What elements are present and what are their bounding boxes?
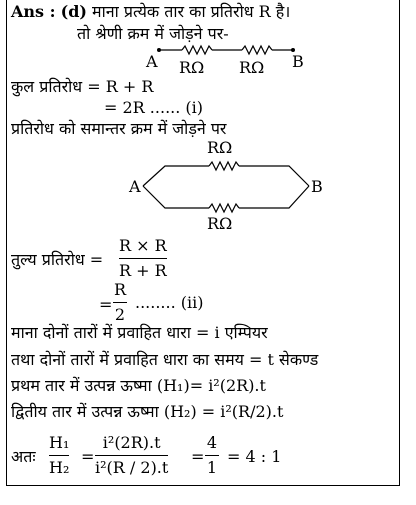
series-resistor-2 — [242, 46, 272, 54]
parallel-r-bottom-label: RΩ — [207, 214, 233, 233]
equivalent-denominator: R + R — [119, 261, 167, 280]
equivalent-eq2-suffix: ........ (ii) — [135, 293, 204, 312]
heat-ratio-denominator: H₂ — [49, 458, 70, 477]
fraction-bar — [95, 455, 168, 456]
total-line-2: = 2R ...... (i) — [104, 98, 204, 117]
half-r-fraction — [113, 280, 127, 325]
heat-ratio-fraction — [49, 433, 69, 478]
heat-expression-numerator: i²(2R).t — [102, 433, 161, 452]
time-line: तथा दोनों तारों में प्रवाहित धारा का समय = t सेकण्ड — [11, 350, 319, 369]
parallel-point-b: B — [311, 177, 323, 196]
current-line: माना दोनों तारों में प्रवाहित धारा = i एम्पियर — [11, 323, 268, 342]
fraction-bar — [113, 302, 127, 303]
parallel-circuit-diagram — [131, 158, 331, 218]
answer-panel — [6, 0, 400, 486]
ratio-result: = 4 : 1 — [227, 447, 282, 466]
parallel-resistor-top — [209, 162, 239, 170]
parallel-branch-bottom — [143, 186, 209, 208]
equivalent-eq2-prefix: = — [99, 295, 113, 314]
fraction-bar — [49, 455, 69, 456]
equivalent-numerator: R × R — [119, 236, 167, 255]
answer-text: माना प्रत्येक तार का प्रतिरोध R है। — [92, 2, 291, 21]
series-heading: तो श्रेणी क्रम में जोड़ने पर- — [77, 24, 229, 43]
ratio-prefix: अतः — [11, 447, 36, 466]
half-r-denominator: 2 — [114, 305, 126, 324]
parallel-branch-top — [143, 166, 209, 186]
fraction-bar — [205, 455, 219, 456]
parallel-heading: प्रतिरोध को समान्तर क्रम में जोड़ने पर — [11, 119, 227, 138]
numeric-ratio-numerator: 4 — [206, 433, 218, 452]
equivalent-label: तुल्य प्रतिरोध = — [11, 250, 104, 269]
parallel-point-a: A — [129, 177, 141, 196]
series-circuit-diagram — [137, 44, 317, 74]
answer-label: Ans : — [11, 2, 56, 21]
heat-first-line: प्रथम तार में उत्पन्न ऊष्मा (H₁)= i²(2R).t — [11, 376, 266, 395]
answer-option: (d) — [60, 2, 87, 21]
heat-expression-denominator: i²(R / 2).t — [95, 458, 169, 477]
series-point-b: B — [292, 52, 304, 71]
answer-line — [11, 2, 290, 22]
series-point-a: A — [146, 52, 158, 71]
parallel-resistor-bottom — [209, 204, 239, 212]
parallel-r-top-label: RΩ — [207, 138, 233, 157]
half-r-numerator: R — [113, 280, 127, 299]
total-line-1: कुल प्रतिरोध = R + R — [11, 77, 154, 96]
fraction-bar — [119, 258, 167, 259]
heat-second-line: द्वितीय तार में उत्पन्न ऊष्मा (H₂) = i²(R/2).t — [11, 402, 284, 421]
ratio-equals-2: = — [191, 447, 205, 466]
series-r2-label: RΩ — [239, 58, 265, 77]
heat-expression-fraction — [95, 433, 168, 478]
numeric-ratio-denominator: 1 — [206, 458, 218, 477]
numeric-ratio-fraction — [205, 433, 219, 478]
series-r1-label: RΩ — [179, 58, 205, 77]
heat-ratio-numerator: H₁ — [49, 433, 70, 452]
equivalent-fraction — [119, 236, 167, 281]
series-resistor-1 — [182, 46, 212, 54]
ratio-equals-1: = — [81, 447, 95, 466]
